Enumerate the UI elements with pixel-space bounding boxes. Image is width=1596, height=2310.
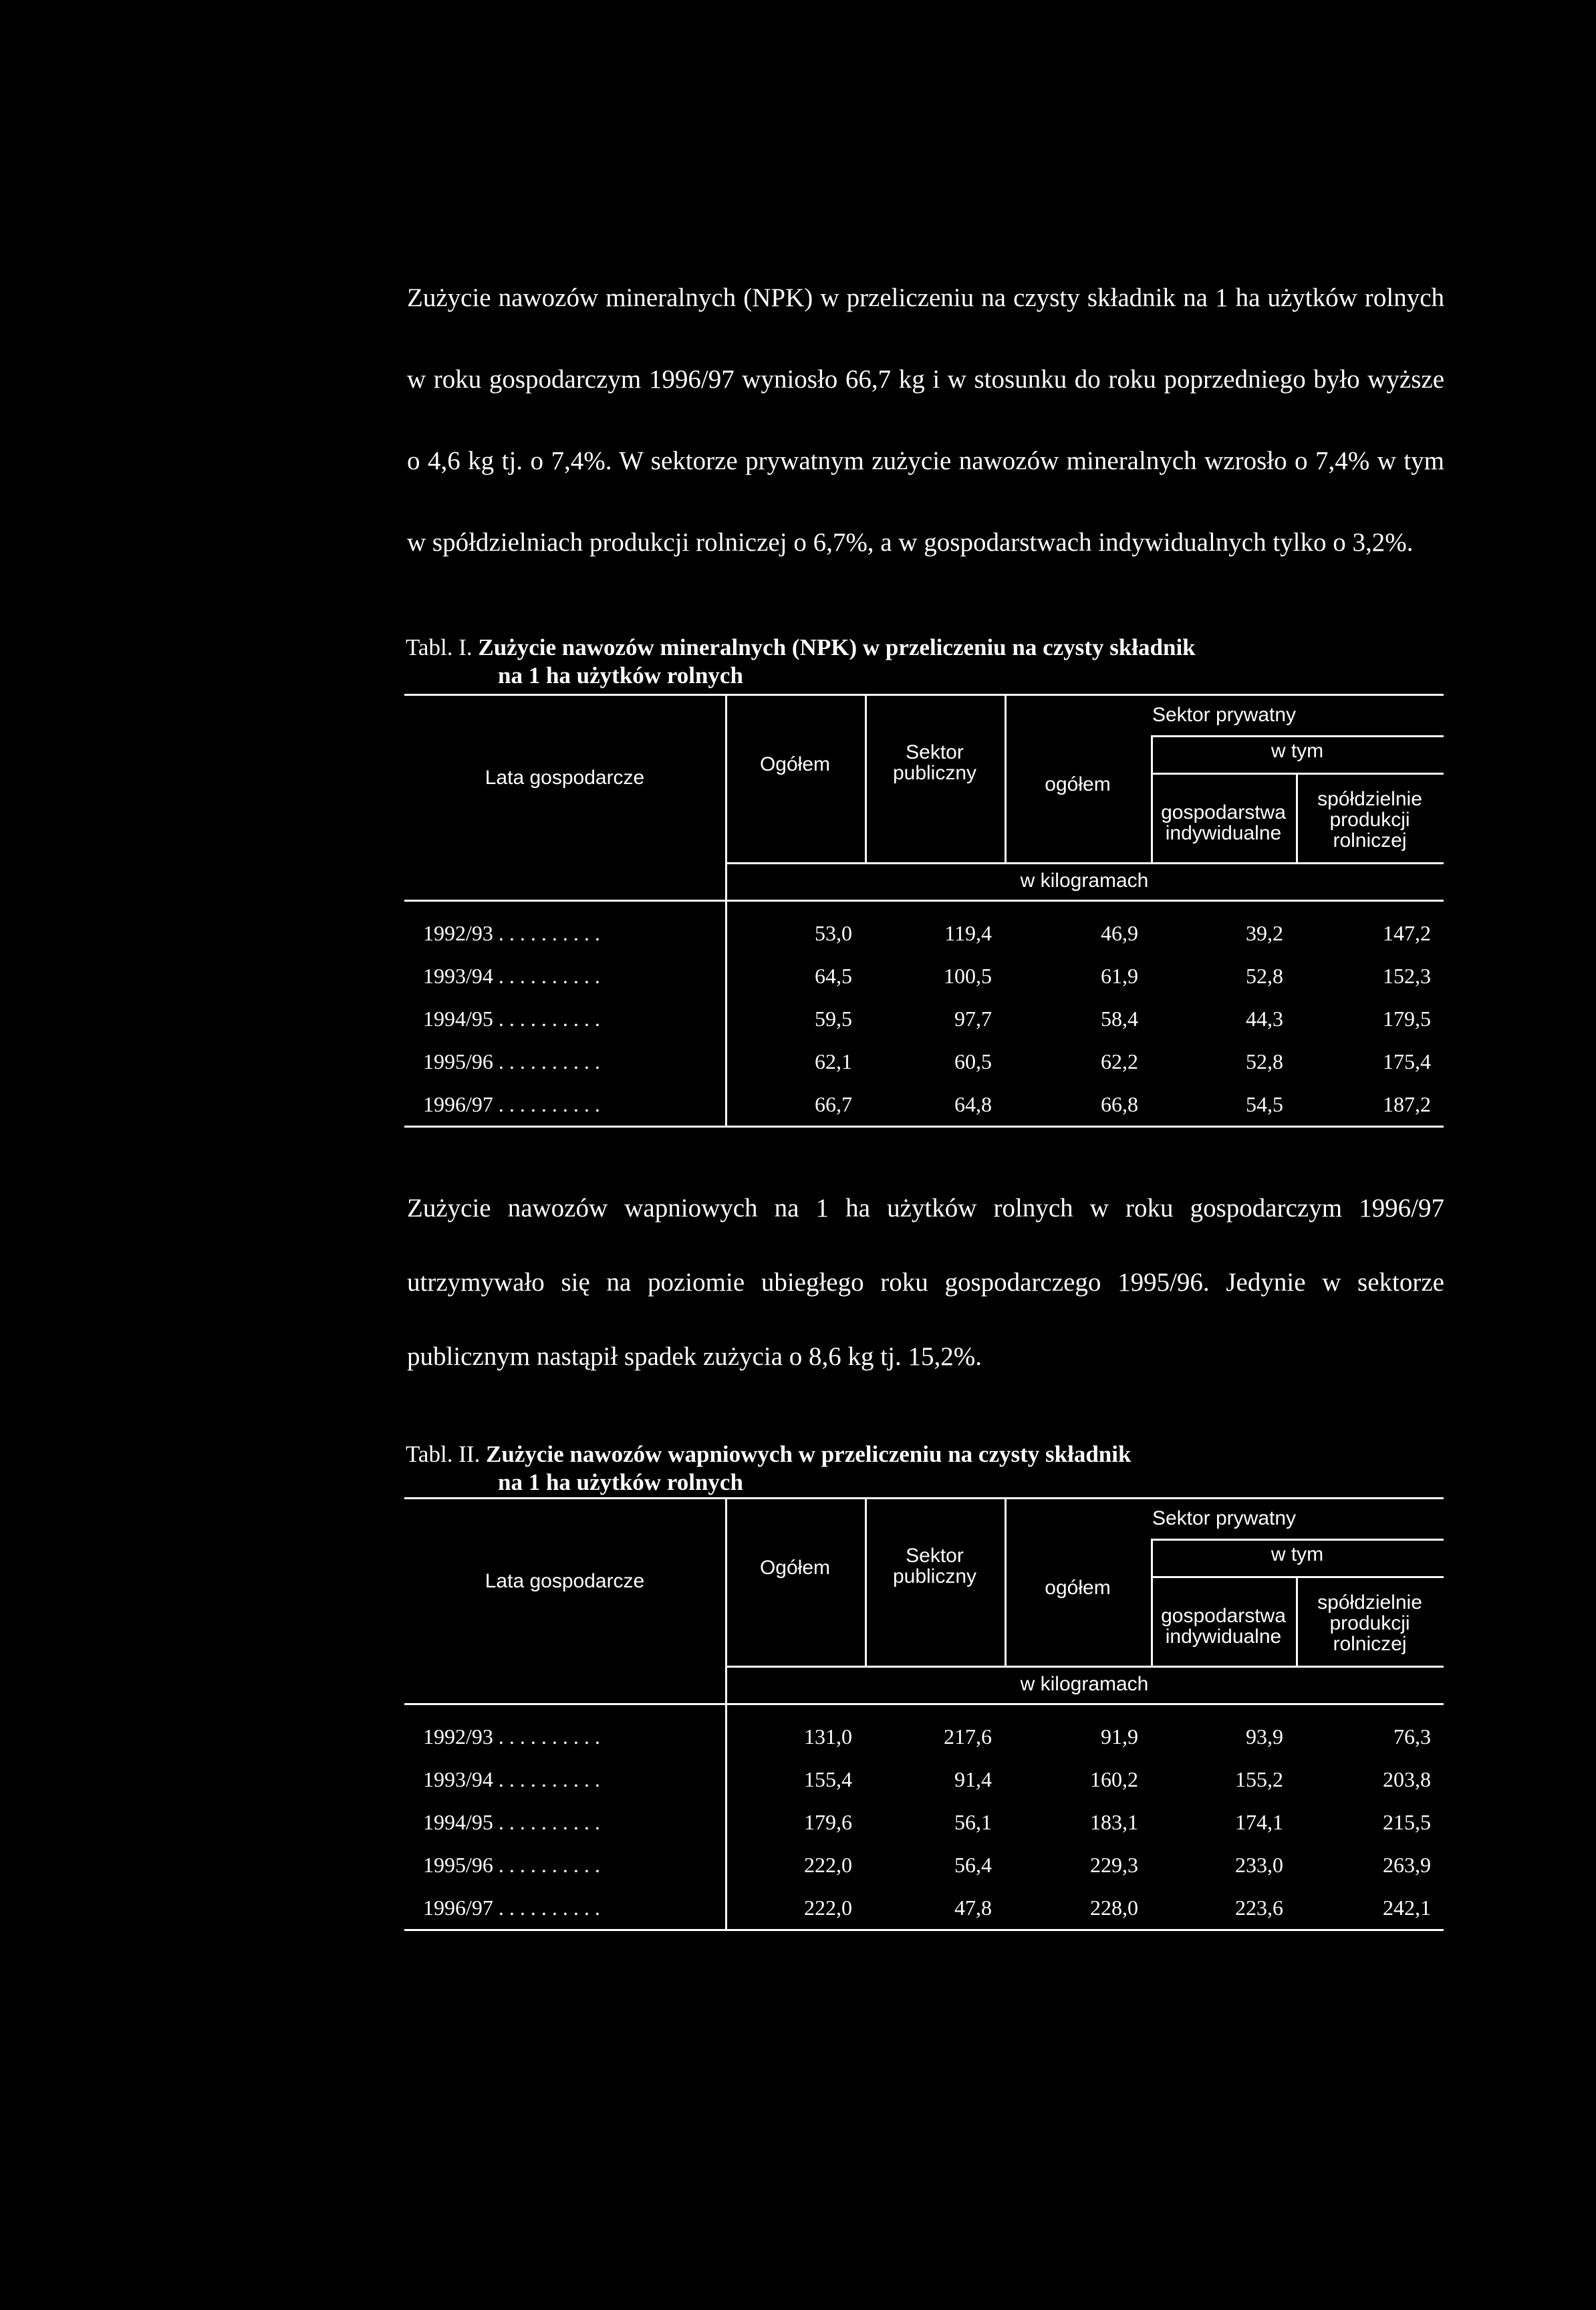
cell-individual: 54,5 [1246,1092,1283,1116]
cell-year: 1994/95 . . . . . . . . . . [423,1810,600,1834]
header-years: Lata gospodarcze [485,767,645,789]
table-row [404,1767,1444,1801]
cell-coops: 263,9 [1383,1853,1431,1877]
cell-private: 160,2 [1090,1767,1138,1791]
table-1-title-line2: na 1 ha użytków rolnych [498,662,743,688]
cell-public: 100,5 [944,964,992,988]
cell-coops: 242,1 [1383,1896,1431,1920]
table-2-title-line2: na 1 ha użytków rolnych [498,1469,743,1495]
table-1-label: Tabl. I. [406,634,473,660]
cell-total: 53,0 [815,921,852,945]
cell-individual: 174,1 [1235,1810,1283,1834]
cell-year: 1992/93 . . . . . . . . . . [423,1724,600,1749]
header-coops: spółdzielnie produkcji rolniczej [1317,788,1422,852]
cell-total: 131,0 [804,1724,852,1749]
header-individual: gospodarstwa indywidualne [1161,1605,1286,1648]
unit-rule [725,862,1444,864]
cell-year: 1993/94 . . . . . . . . . . [423,964,600,988]
cell-year: 1992/93 . . . . . . . . . . [423,921,600,945]
cell-coops: 76,3 [1393,1724,1431,1749]
header-private-total: ogółem [1045,1577,1111,1599]
cell-public: 56,4 [954,1853,992,1877]
cell-coops: 147,2 [1383,921,1431,945]
cell-year: 1994/95 . . . . . . . . . . [423,1007,600,1031]
cell-total: 62,1 [815,1049,852,1073]
table-top-rule [404,694,1444,696]
cell-coops: 215,5 [1383,1810,1431,1834]
cell-year: 1996/97 . . . . . . . . . . [423,1092,600,1116]
header-bottom-rule [404,1703,1444,1705]
cell-individual: 39,2 [1246,921,1283,945]
header-unit: w kilogramach [1020,870,1149,892]
table-row [404,1092,1444,1126]
table-row [404,1810,1444,1843]
cell-total: 179,6 [804,1810,852,1834]
cell-private: 183,1 [1090,1810,1138,1834]
table-row [404,1049,1444,1083]
cell-private: 61,9 [1101,964,1138,988]
table-row [404,964,1444,997]
cell-year: 1996/97 . . . . . . . . . . [423,1896,600,1920]
cell-year: 1993/94 . . . . . . . . . . [423,1767,600,1791]
cell-individual: 93,9 [1246,1724,1283,1749]
cell-public: 47,8 [954,1896,992,1920]
table-row [404,921,1444,954]
table-row [404,1007,1444,1040]
cell-private: 91,9 [1101,1724,1138,1749]
cell-total: 222,0 [804,1853,852,1877]
table-2-title-line1: Zużycie nawozów wapniowych w przeliczeniu na czysty składnik [486,1441,1132,1467]
table-row [404,1724,1444,1758]
cell-private: 46,9 [1101,921,1138,945]
cell-private: 66,8 [1101,1092,1138,1116]
cell-public: 64,8 [954,1092,992,1116]
cell-total: 64,5 [815,964,852,988]
cell-coops: 175,4 [1383,1049,1431,1073]
cell-coops: 187,2 [1383,1092,1431,1116]
header-total: Ogółem [759,753,831,775]
header-bottom-rule [404,900,1444,902]
cell-year: 1995/96 . . . . . . . . . . [423,1049,600,1073]
table-row [404,1853,1444,1886]
header-private: Sektor prywatny [1152,704,1297,726]
header-public: Sektor publiczny [892,741,977,784]
cell-individual: 52,8 [1246,1049,1283,1073]
cell-private: 62,2 [1101,1049,1138,1073]
cell-public: 56,1 [954,1810,992,1834]
cell-private: 58,4 [1101,1007,1138,1031]
table-1-title-line1: Zużycie nawozów mineralnych (NPK) w przeliczeniu na czysty składnik [478,634,1196,660]
table-npk [404,694,1444,1166]
header-public: Sektor publiczny [892,1545,977,1587]
table-bottom-rule [404,1929,1444,1931]
cell-coops: 179,5 [1383,1007,1431,1031]
cell-total: 222,0 [804,1896,852,1920]
header-unit: w kilogramach [1020,1673,1149,1695]
header-years: Lata gospodarcze [485,1570,645,1592]
cell-total: 66,7 [815,1092,852,1116]
header-of-which: w tym [1271,740,1324,762]
cell-coops: 203,8 [1383,1767,1431,1791]
private-sector-rule [1151,1539,1444,1541]
header-coops: spółdzielnie produkcji rolniczej [1317,1591,1422,1655]
private-sector-rule [1151,735,1444,737]
table-2-caption [406,1440,1448,1497]
cell-coops: 152,3 [1383,964,1431,988]
header-private: Sektor prywatny [1152,1507,1297,1529]
cell-year: 1995/96 . . . . . . . . . . [423,1853,600,1877]
cell-private: 228,0 [1090,1896,1138,1920]
table-row [404,1896,1444,1929]
table-2-label: Tabl. II. [406,1441,481,1467]
unit-rule [725,1666,1444,1668]
cell-public: 60,5 [954,1049,992,1073]
cell-individual: 52,8 [1246,964,1283,988]
header-of-which: w tym [1271,1543,1324,1565]
cell-private: 229,3 [1090,1853,1138,1877]
header-individual: gospodarstwa indywidualne [1161,801,1286,844]
table-bottom-rule [404,1126,1444,1128]
header-total: Ogółem [759,1557,831,1579]
cell-public: 97,7 [954,1007,992,1031]
paragraph-npk: Zużycie nawozów mineralnych (NPK) w przeliczeniu na czysty składnik na 1 ha użytków rolnych w roku gospodarczym 1996/97 wyniosło 66,7 kg i w stosunku do roku poprzedniego było wyższe o 4,6 kg tj. o 7,4%. W sektorze prywatnym zużycie nawozów mineralnych wzrosło o 7,4% w tym w spółdzielniach produkcji rolniczej o 6,7%, a w gospodarstwach indywidualnych tylko o 3,2%. [407,283,1444,557]
cell-public: 119,4 [944,921,992,945]
table-lime [404,1497,1444,1952]
cell-individual: 223,6 [1235,1896,1283,1920]
cell-total: 155,4 [804,1767,852,1791]
table-top-rule [404,1497,1444,1499]
cell-public: 91,4 [954,1767,992,1791]
cell-total: 59,5 [815,1007,852,1031]
paragraph-lime: Zużycie nawozów wapniowych na 1 ha użytków rolnych w roku gospodarczym 1996/97 utrzymywało się na poziomie ubiegłego roku gospodarczego 1995/96. Jedynie w sektorze publicznym nastąpił spadek zużycia o 8,6 kg tj. 15,2%. [407,1194,1444,1371]
cell-public: 217,6 [944,1724,992,1749]
table-1-caption [406,634,1448,690]
cell-individual: 233,0 [1235,1853,1283,1877]
cell-individual: 155,2 [1235,1767,1283,1791]
header-private-total: ogółem [1045,773,1111,795]
cell-individual: 44,3 [1246,1007,1283,1031]
